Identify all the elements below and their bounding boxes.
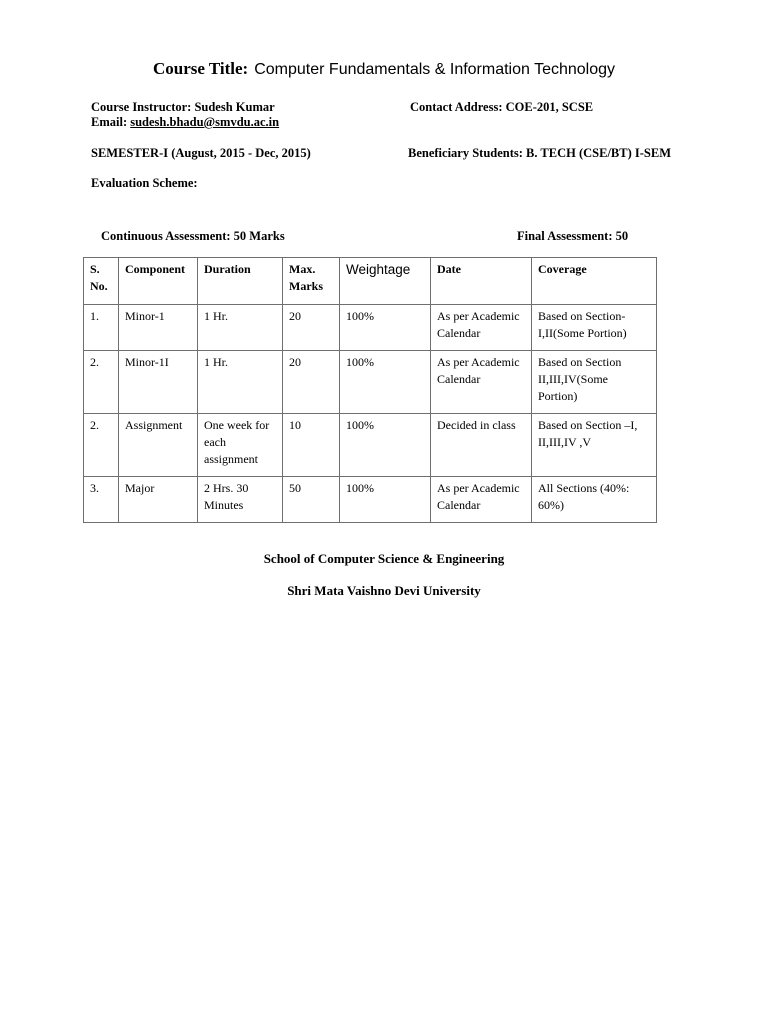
table-row (84, 305, 657, 351)
header-coverage: Coverage (532, 258, 657, 305)
cell-sno: 3. (84, 477, 119, 523)
cell-sno: 2. (84, 351, 119, 414)
cell-date: As per Academic Calendar (431, 305, 532, 351)
university-name: Shri Mata Vaishno Devi University (287, 583, 481, 598)
cell-coverage: Based on Section –I, II,III,IV ,V (532, 414, 657, 477)
cell-weightage: 100% (340, 477, 431, 523)
course-instructor: Course Instructor: Sudesh Kumar (91, 100, 275, 114)
email-line (91, 115, 279, 130)
evaluation-scheme-heading: Evaluation Scheme: (91, 176, 198, 190)
evaluation-table (83, 257, 657, 523)
header-sno: S. No. (84, 258, 119, 305)
cell-max-marks: 20 (283, 351, 340, 414)
header-component: Component (119, 258, 198, 305)
table-row (84, 351, 657, 414)
cell-component: Minor-1 (119, 305, 198, 351)
table-row (84, 414, 657, 477)
cell-date: As per Academic Calendar (431, 351, 532, 414)
cell-weightage: 100% (340, 305, 431, 351)
email-label: Email: (91, 115, 128, 129)
school-name: School of Computer Science & Engineering (263, 551, 505, 566)
cell-max-marks: 10 (283, 414, 340, 477)
beneficiary-students: Beneficiary Students: B. TECH (CSE/BT) I-SEM (408, 146, 671, 160)
cell-coverage: All Sections (40%: 60%) (532, 477, 657, 523)
continuous-assessment: Continuous Assessment: 50 Marks (101, 229, 285, 243)
cell-weightage: 100% (340, 414, 431, 477)
header-duration: Duration (198, 258, 283, 305)
cell-coverage: Based on Section-I,II(Some Portion) (532, 305, 657, 351)
course-title-label: Course Title: (152, 59, 249, 78)
cell-sno: 2. (84, 414, 119, 477)
table-header-row (84, 258, 657, 305)
cell-duration: 1 Hr. (198, 305, 283, 351)
header-date: Date (431, 258, 532, 305)
semester: SEMESTER-I (August, 2015 - Dec, 2015) (91, 146, 311, 160)
cell-sno: 1. (84, 305, 119, 351)
final-assessment: Final Assessment: 50 (517, 229, 629, 243)
cell-weightage: 100% (340, 351, 431, 414)
table-row (84, 477, 657, 523)
course-title (0, 59, 768, 79)
contact-address: Contact Address: COE-201, SCSE (410, 100, 594, 114)
cell-max-marks: 20 (283, 305, 340, 351)
cell-component: Minor-1I (119, 351, 198, 414)
cell-duration: 2 Hrs. 30 Minutes (198, 477, 283, 523)
cell-coverage: Based on Section II,III,IV(Some Portion) (532, 351, 657, 414)
cell-duration: 1 Hr. (198, 351, 283, 414)
course-title-value: Computer Fundamentals & Information Technology (254, 61, 616, 78)
header-max-marks: Max. Marks (283, 258, 340, 305)
cell-date: Decided in class (431, 414, 532, 477)
cell-component: Major (119, 477, 198, 523)
cell-date: As per Academic Calendar (431, 477, 532, 523)
cell-duration: One week for each assignment (198, 414, 283, 477)
cell-max-marks: 50 (283, 477, 340, 523)
email-link[interactable]: sudesh.bhadu@smvdu.ac.in (130, 115, 280, 129)
header-weightage: Weightage (340, 258, 431, 305)
cell-component: Assignment (119, 414, 198, 477)
